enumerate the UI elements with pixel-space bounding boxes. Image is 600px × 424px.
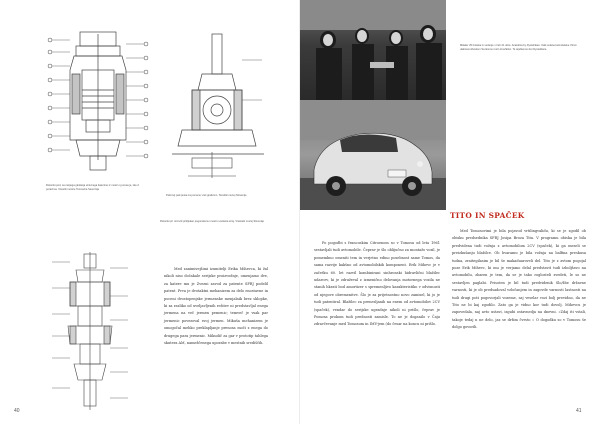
motor-mechanism-drawing [172,30,268,170]
photo-handshake [300,0,446,100]
photo-caption: Mikaler 25 fotoska in vedenje v treh 21 ulice. Anatolina by Dyotel/kare. Kalk sulana kulmoteleke Vitrun ulaborem/dvekom Sa ikonom Iurin krushklon. Te tejsbienovi kot Dyotel/kare. [460,44,577,51]
section-heading-tito-in-spacek: TITO IN SPAČEK [450,211,525,220]
caption-middle-right: Rotorski pri rod tvid prikljukan pogonskemu motoru varianta stroj. Vrtesiski muzej Slovenije [160,220,264,223]
caption-top-right: Pokrovij pad posta za pomenu vrsti grafemm. Terebiki muzej Slovenije [166,194,247,197]
photo-citroen-2cv [300,100,446,210]
secondary-part-drawing [188,152,236,182]
caption-top-left: Rotorski pod, sa ranijega gledanja etnivnega baterime iz motor ng srosa je, isle d porazima. Vrtes/ik motore Tomos/na Severnija [46,184,139,191]
shock-absorber-section-drawing [46,30,150,180]
page-number-left: 40 [14,408,20,414]
right-body-left-column: Po pogodbi s francoskim Citroenom so v Tomosu od leta 1961 sestavljali tudi avtomobile. Čeprav je šlo oblijučno za montažo vozil, je pomembno omeniti tem in verjetno edino posebnost same Tomos, da sama razvije kakšno od avtomobilskih komponent. Erik Mihevc je v začetku 60. let razvil kombinirani sinhronski hidravlični blažilec udarcev, ki je združeval z izmenično delovanja motornega vozila ne stanih hkrati bod amortizer s spremenljivo karakteristiko v odvisnosti od njegove obremenitve. Šlo je za prijetnostno novo zamisel, ki jo je tudi patentiral. Blažilec za prenesljanih na enem od avtomobilov 2CV (spaček), vendar do serijske ugradnje nikoli ni prišlo, čeprav je Pomosa prokom tudi prednosti zamisle. To ne je doganilo v Čaju zdravčevanje med Tomosom in IMV-jem (do česar na koncu ni prišlo. [314,241,440,327]
right-body-right-column: Med Tomosovimi je bila pojavod vrtilingvalidu, ki se je zgodil ob obisku predsednika SFRJ Josipa Broza Tita. V programu obiska je bila predvidena tudi vožnja z avtomobilom 2CV (spaček), ki ga meseli se preizkušanju blažilce. Ob hvaramu je bila vožnja na balfina preskusa tudna, zraitegilasim je bil še makaduaroveli del. Tito je z avtom pogojal poze Erik Mihevc, ki mu je verjamo delal predstavit tudi izboljšavo na avtomobilu, zbaren je tem, da se je tako roglosteli zvedeti, le so ne sestavljen paglabi. Prisoten je bil tudi predvidenik Slo/žbe državne varnosti, ki je ob predsadoval vzločanjem in zagovde varnosti lastnosti na tudi drugi poti pogovorjali vozeme, saj veselar vozi bolj previdno, da ne Tito ne bi kaj zgodilo. Zato ga je vidno kor tudi dovolj. Mihevcu je zapovedala, naj avto ustavi, izgubi ostavnedja na dnevni. »Zdaj iti vstali, takoje tedaj n ne delo, jaz se držim čvrsto « O dogodku so v Tomosu še dolgo govorili. [452,229,586,330]
left-body-text: Med zanimivejšimi izumitelji Erika Mihevca, ki žal nikoli niso dočakale serijske proizvodnje, omenjamo dve, za katere mu je Zvezni zavod za patente SFRJ podelil patent. Prva je dvotaktni mehanizem za delo enostavne in poceni dvostopenjske jermenske menjalnik brez sklopke, ki za razliko od uveljavljenih rešitev ni predstavljal enega jermena na več jermen pemenic; temveč je vsak par jermenic povezoval svoj jermen. Mikuša mehanizem je omogočal mehko preklapljanje prenosa moči z enega do drugega para jermenic. Mikudič za gar v prototip tahlega skutera AM, nameščenega uporabe v mestnih središčih. [164,267,268,346]
page-number-right: 41 [576,408,582,414]
right-page [300,0,600,424]
rotor-assembly-drawing [40,248,140,414]
